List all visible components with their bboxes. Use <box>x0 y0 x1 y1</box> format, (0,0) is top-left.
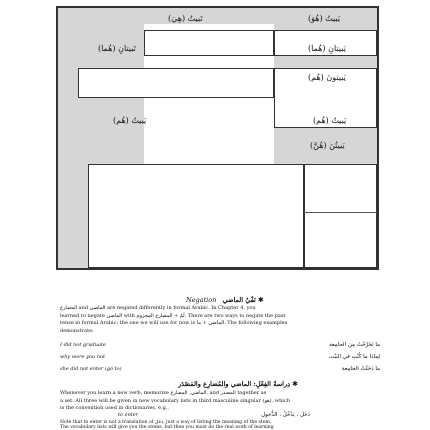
section1-line-3: tense in formal Arabic: the one we will use for now is الماضي + ما. The following examples <box>60 320 288 326</box>
example-2-en: why were you not <box>60 354 105 360</box>
section2-heading <box>178 380 298 388</box>
example-3-ar: ما دَخَلَتْ الجامِعة <box>341 366 380 372</box>
section1-line-2: learned to negate الماضي with لَمْ + المضارع المجزوم. There are two ways to negate the past <box>60 312 286 319</box>
table-row1-right: يَبيتُ (هُوَ) <box>308 14 341 23</box>
section1-line-4: demonstrate: <box>60 327 94 334</box>
table-row2-right: يَبيتانِ (هُما) <box>308 44 346 53</box>
example-3-en: she did not enter (go to) <box>60 366 122 372</box>
conjugation-table <box>56 6 379 270</box>
table-row2-left: تَبيتانِ (هُما) <box>98 44 136 53</box>
section2-example <box>60 412 380 420</box>
table-row3-right: يَبيتونَ (هُم) <box>308 73 346 82</box>
example-2-ar: لِماذا ما كُنْتِ في البَيْت <box>329 354 380 360</box>
table-cell-row2-left <box>78 68 274 98</box>
section2-paragraph <box>60 390 380 413</box>
section2-line-3: is the convention used in dictionaries, e.g., <box>60 405 169 411</box>
section1-line-1: المضارع and الماضي are negated differently in formal Arabic. In Chapter 4, you <box>60 305 256 311</box>
table-row1-left: تَبيتُ (هِيَ) <box>168 14 203 23</box>
star-icon: ✱ <box>257 296 264 304</box>
table-cell-row4-right <box>304 164 377 268</box>
table-row5-right: يَبيتُنَ (هُنَّ) <box>310 141 345 150</box>
section1-heading-en: Negation <box>186 296 217 304</box>
example-1-ar: ما تَخَرَّجْتُ مِنَ الجامِعة <box>329 342 380 348</box>
section2-heading-ar: دِراسةُ الفِعْلِ: الماضي والمُضارِع والمَصْدَر <box>178 380 291 388</box>
example-1-en: I did not graduate <box>60 342 106 348</box>
section2-line-2: a set. All three will be given in new vocabulary lists in third masculine singular (هو), which <box>60 397 290 404</box>
section2-example-ar: دَخَلَ ، يَدْخُلُ ، الدُّخول <box>261 412 310 418</box>
section2-line-1: Whenever you learn a new verb, memorize الماضي, المضارع, and المصدر together as <box>60 390 267 396</box>
star-icon: ✱ <box>292 380 298 388</box>
table-shade-bottom-left <box>58 164 88 268</box>
section2-example-en: to enter <box>118 412 139 418</box>
table-row4-left: يَبيتُ (هُم) <box>113 116 147 125</box>
section1-heading <box>186 296 264 304</box>
table-cell-row1-left <box>144 30 274 56</box>
section1-paragraph <box>60 305 380 335</box>
table-row4-right: يَبيتُ (هُم) <box>313 116 347 125</box>
section2-note-line-1: Note that to enter is not a translation of دَخَلَ, just a way of listing the meaning of the stem. <box>60 420 272 425</box>
table-cell-row4-left <box>88 164 304 268</box>
section1-heading-ar: نَفْيُ الماضي <box>222 296 256 304</box>
section2-note <box>60 420 390 430</box>
section2-note-line-2: The vocabulary lists will give you the stems, but then you must do the real work of learning <box>60 425 274 430</box>
table-divider <box>304 212 377 213</box>
